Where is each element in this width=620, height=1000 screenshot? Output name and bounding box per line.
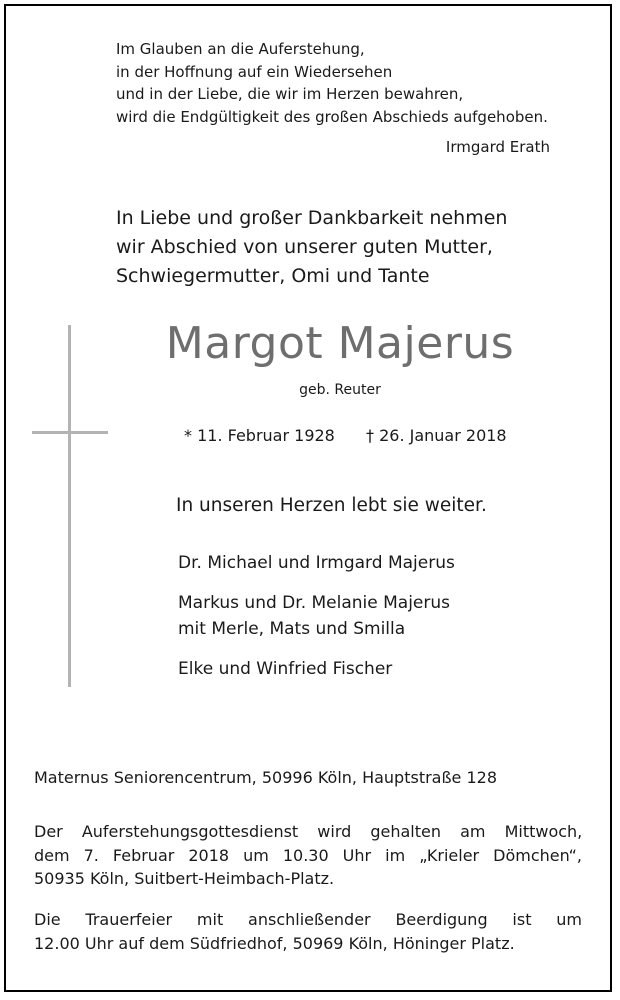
motto-line: wird die Endgültigkeit des großen Abschieds aufgehoben. [116,107,548,126]
motto-line: Im Glauben an die Auferstehung, [116,40,365,58]
motto-line: und in der Liebe, die wir im Herzen bewahren, [116,85,464,103]
mourner-line: mit Merle, Mats und Smilla [178,619,406,639]
motto-verse [116,38,556,128]
cross-icon-vertical [68,325,71,687]
death-date: † 26. Januar 2018 [366,426,507,445]
mourner-line: Elke und Winfried Fischer [178,659,393,679]
epitaph: In unseren Herzen lebt sie weiter. [176,495,487,516]
birth-name: geb. Reuter [299,382,381,398]
birth-date: * 11. Februar 1928 [184,426,335,445]
intro-line: wir Abschied von unserer guten Mutter, [116,236,493,258]
motto-line: in der Hoffnung auf ein Wiedersehen [116,62,393,81]
intro-line: In Liebe und großer Dankbarkeit nehmen [116,207,508,229]
funeral-line: 12.00 Uhr auf dem Südfriedhof, 50969 Köln, Höninger Platz. [34,933,515,953]
mourner-line: Dr. Michael und Irmgard Majerus [178,553,455,573]
service-line: Der Auferstehungsgottesdienst wird gehalten am Mittwoch, [34,822,583,841]
service-line: dem 7. Februar 2018 um 10.30 Uhr im „Krieler Dömchen“, [34,845,582,865]
mourner-entry [178,550,558,576]
mourner-entry [178,656,558,682]
service-line: 50935 Köln, Suitbert-Heimbach-Platz. [34,869,335,888]
mourners-list [178,550,558,696]
mourner-entry [178,590,558,642]
deceased-name: Margot Majerus [165,318,515,369]
motto-author: Irmgard Erath [445,138,550,156]
funeral-line: Die Trauerfeier mit anschließender Beerdigung ist um [34,910,582,929]
intro-text [116,204,556,291]
residence-address: Maternus Seniorencentrum, 50996 Köln, Hauptstraße 128 [34,768,498,787]
mourner-line: Markus und Dr. Melanie Majerus [178,593,451,613]
service-notice [34,820,582,891]
intro-line: Schwiegermutter, Omi und Tante [116,265,430,287]
cross-icon-horizontal [32,431,108,434]
funeral-notice [34,908,582,955]
